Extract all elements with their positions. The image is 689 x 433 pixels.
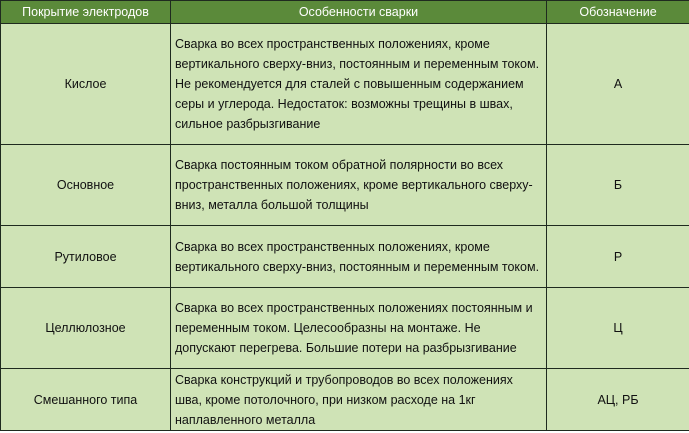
header-row [1,1,689,24]
header-coating: Покрытие электродов [1,1,171,24]
table-header [1,1,689,24]
coating-cell: Целлюлозное [1,288,171,369]
features-cell: Сварка во всех пространственных положениях, кроме вертикального сверху-вниз, постоянным и переменным током. Не рекомендуется для сталей с повышенным содержанием серы и углерода. Недостаток: возможны трещины в швах, сильное разбрызгивание [171,24,547,145]
code-cell: АЦ, РБ [547,369,689,431]
table-body [1,24,689,431]
header-code: Обозначение [547,1,689,24]
coating-cell: Рутиловое [1,226,171,288]
table-row [1,226,689,288]
coating-cell: Основное [1,145,171,226]
table-row [1,145,689,226]
features-cell: Сварка во всех пространственных положениях, кроме вертикального сверху-вниз, постоянным и переменным током. [171,226,547,288]
features-cell: Сварка во всех пространственных положениях постоянным и переменным током. Целесообразны на монтаже. Не допускают перегрева. Большие потери на разбрызгивание [171,288,547,369]
code-cell: А [547,24,689,145]
features-cell: Сварка постоянным током обратной полярности во всех пространственных положениях, кроме вертикального сверху-вниз, металла большой толщины [171,145,547,226]
header-features: Особенности сварки [171,1,547,24]
coating-cell: Кислое [1,24,171,145]
table-row [1,369,689,431]
coating-cell: Смешанного типа [1,369,171,431]
code-cell: Ц [547,288,689,369]
code-cell: Р [547,226,689,288]
table-row [1,288,689,369]
table-row [1,24,689,145]
code-cell: Б [547,145,689,226]
features-cell: Сварка конструкций и трубопроводов во всех положениях шва, кроме потолочного, при низком расходе на 1кг наплавленного металла [171,369,547,431]
